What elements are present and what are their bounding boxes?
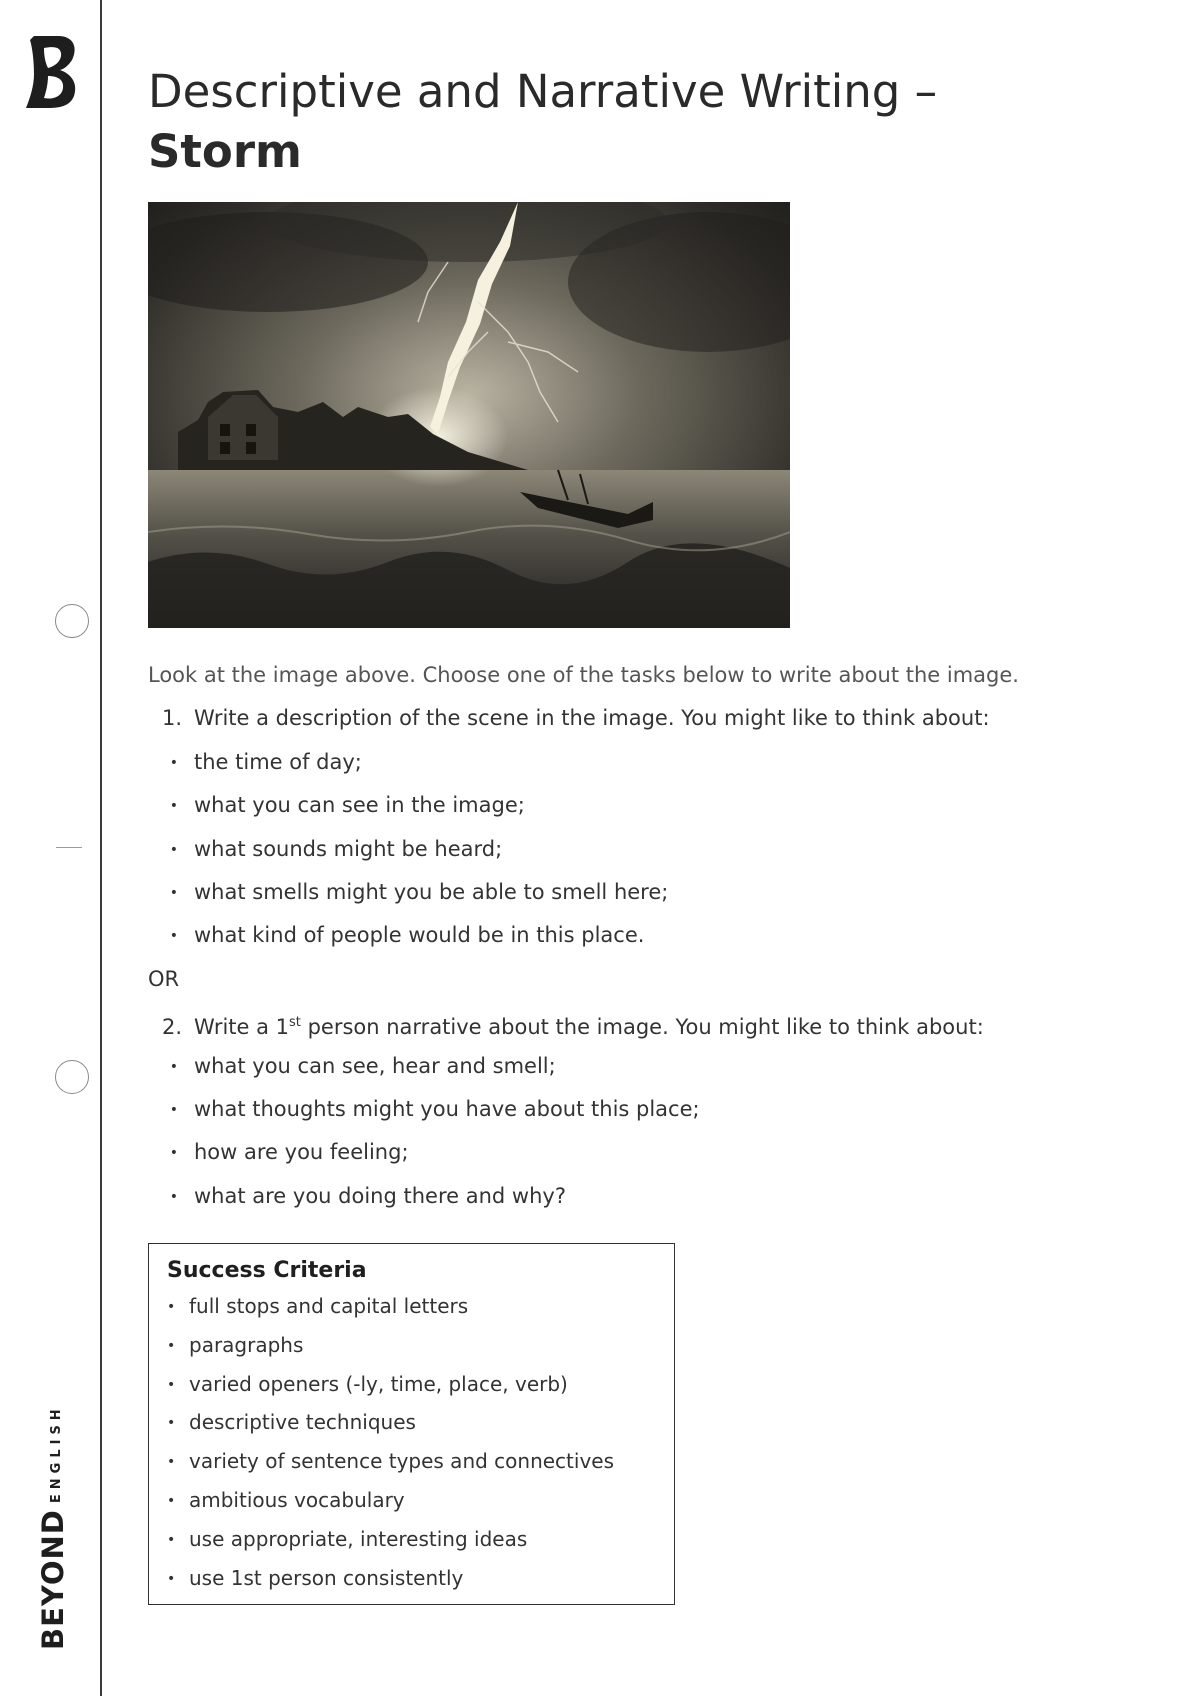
task-1-bullet: what sounds might be heard; bbox=[194, 836, 503, 861]
task-2-bullet: what thoughts might you have about this place; bbox=[194, 1096, 700, 1121]
brand-wordmark bbox=[36, 1404, 70, 1650]
page-title bbox=[148, 62, 937, 182]
punch-hole-center-mark bbox=[56, 847, 82, 848]
punch-hole-top bbox=[55, 604, 89, 638]
criteria-text: varied openers (-ly, time, place, verb) bbox=[189, 1371, 568, 1396]
list-item bbox=[148, 1088, 1158, 1131]
bullet-icon: • bbox=[167, 1415, 176, 1432]
bullet-icon: • bbox=[167, 1570, 176, 1587]
task-2-text-sup: st bbox=[289, 1015, 301, 1031]
bullet-icon: • bbox=[169, 1145, 178, 1162]
task-2-bullet: what are you doing there and why? bbox=[194, 1183, 566, 1208]
bullet-icon: • bbox=[169, 1101, 178, 1118]
brand-word-beyond: BEYOND bbox=[36, 1509, 70, 1650]
instructions-intro: Look at the image above. Choose one of the tasks below to write about the image. bbox=[148, 663, 1019, 687]
criteria-text: full stops and capital letters bbox=[189, 1294, 469, 1318]
bullet-icon: • bbox=[167, 1376, 176, 1393]
criteria-text: paragraphs bbox=[189, 1332, 304, 1357]
list-item bbox=[167, 1443, 656, 1482]
brand-word-english: ENGLISH bbox=[49, 1404, 64, 1504]
bullet-icon: • bbox=[169, 1058, 178, 1075]
task-1-text: Write a description of the scene in the image. You might like to think about: bbox=[194, 706, 990, 731]
bullet-icon: • bbox=[169, 798, 178, 815]
list-item bbox=[148, 1045, 1158, 1088]
beyond-b-logo-icon bbox=[24, 34, 80, 110]
list-item bbox=[148, 1131, 1158, 1174]
title-line-1: Descriptive and Narrative Writing – bbox=[148, 65, 938, 118]
list-item bbox=[167, 1327, 656, 1366]
bullet-icon: • bbox=[167, 1299, 176, 1315]
criteria-text: ambitious vocabulary bbox=[189, 1487, 405, 1512]
bullet-icon: • bbox=[169, 841, 178, 858]
list-item bbox=[167, 1521, 656, 1560]
list-item bbox=[148, 871, 1158, 914]
bullet-icon: • bbox=[169, 884, 178, 901]
storm-image bbox=[148, 202, 790, 628]
list-item bbox=[148, 828, 1158, 871]
list-item bbox=[148, 914, 1158, 957]
instructions bbox=[148, 654, 1158, 1218]
task-2-number: 2. bbox=[161, 1015, 182, 1040]
criteria-text: use 1st person consistently bbox=[189, 1565, 464, 1590]
task-2-bullet: what you can see, hear and smell; bbox=[194, 1053, 556, 1078]
criteria-text: variety of sentence types and connectives bbox=[189, 1449, 615, 1474]
margin-rule bbox=[100, 0, 102, 1696]
bullet-icon: • bbox=[167, 1531, 176, 1548]
list-item bbox=[167, 1404, 656, 1443]
list-item bbox=[148, 741, 1158, 784]
task-2 bbox=[148, 1001, 1158, 1044]
list-item bbox=[167, 1288, 656, 1327]
or-label: OR bbox=[148, 966, 180, 991]
list-item bbox=[148, 1175, 1158, 1218]
task-1-bullet: what kind of people would be in this place. bbox=[194, 923, 645, 948]
criteria-text: use appropriate, interesting ideas bbox=[189, 1526, 528, 1551]
list-item bbox=[167, 1482, 656, 1521]
task-1-bullet: what you can see in the image; bbox=[194, 793, 525, 818]
title-line-2: Storm bbox=[148, 125, 302, 178]
list-item bbox=[167, 1366, 656, 1405]
bullet-icon: • bbox=[167, 1454, 176, 1471]
task-2-text-after: person narrative about the image. You might like to think about: bbox=[300, 1015, 984, 1040]
success-criteria-box bbox=[148, 1243, 675, 1605]
task-1-number: 1. bbox=[161, 706, 182, 731]
list-item bbox=[148, 784, 1158, 827]
task-1-bullet: what smells might you be able to smell here; bbox=[194, 879, 669, 904]
criteria-text: descriptive techniques bbox=[189, 1410, 416, 1435]
bullet-icon: • bbox=[169, 1188, 178, 1205]
task-1 bbox=[148, 697, 1158, 740]
bullet-icon: • bbox=[167, 1492, 176, 1509]
bullet-icon: • bbox=[167, 1337, 176, 1354]
success-criteria-title: Success Criteria bbox=[167, 1258, 367, 1283]
bullet-icon: • bbox=[169, 754, 178, 771]
task-1-bullet: the time of day; bbox=[194, 749, 362, 774]
punch-hole-bottom bbox=[55, 1060, 89, 1094]
task-2-bullet: how are you feeling; bbox=[194, 1140, 409, 1165]
list-item bbox=[167, 1560, 656, 1599]
bullet-icon: • bbox=[169, 928, 178, 945]
task-2-text-before: Write a 1 bbox=[194, 1015, 290, 1040]
